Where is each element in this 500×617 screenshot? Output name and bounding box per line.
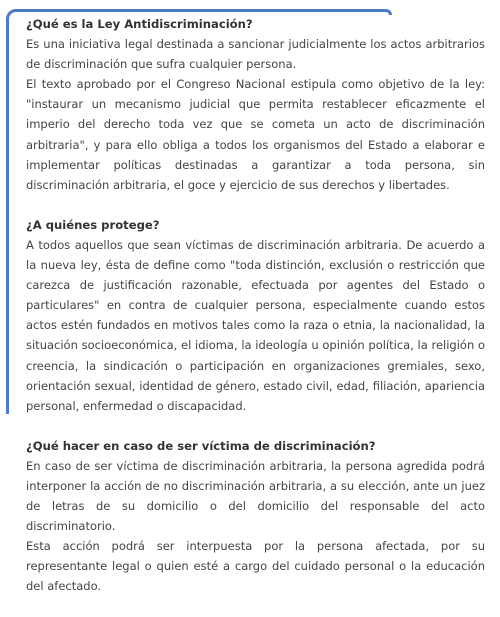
section-paragraph: El texto aprobado por el Congreso Nacional estipula como objetivo de la ley: "instaurar un mecanismo judicial que permita restablecer eficazmente el imperio del derecho toda vez que se cometa un acto de discriminación arbitraria", y para ello obliga a todos los organismos del Estado a elaborar e implementar políticas destinadas a garantizar a toda persona, sin discriminación arbitraria, el goce y ejercicio de sus derechos y libertades.	[26, 77, 485, 192]
section-heading: ¿Qué hacer en caso de ser víctima de discriminación?	[26, 438, 376, 453]
section-heading: ¿Qué es la Ley Antidiscriminación?	[26, 17, 253, 31]
article-body	[26, 14, 485, 617]
section-paragraph: Es una iniciativa legal destinada a sancionar judicialmente los actos arbitrarios de discriminación que sufra cualquier persona.	[26, 37, 485, 72]
frame-left-border	[6, 9, 16, 414]
section-paragraph: Esta acción podrá ser interpuesta por la persona afectada, por su representante legal o quien esté a cargo del cuidado personal o la educación del afectado.	[26, 539, 485, 594]
section-heading: ¿A quiénes protege?	[26, 217, 160, 232]
section-what-is-law	[26, 14, 485, 195]
section-what-to-do	[26, 436, 485, 597]
section-paragraph: En caso de ser víctima de discriminación arbitraria, la persona agredida podrá interponer la acción de no discriminación arbitraria, a su elección, ante un juez de letras de su domicilio o del domicilio del responsable del acto discriminatorio.	[26, 458, 485, 534]
section-paragraph: A todos aquellos que sean víctimas de discriminación arbitraria. De acuerdo a la nueva ley, ésta de define como "toda distinción, exclusión o restricción que carezca de justificación razonable, efectuada por agentes del Estado o particulares" en contra de cualquier persona, especialmente cuando estos actos estén fundados en motivos tales como la raza o etnia, la nacionalidad, la situación socioeconómica, el idioma, la ideología u opinión política, la religión o creencia, la sindicación o participación en organizaciones gremiales, sexo, orientación sexual, identidad de género, estado civil, edad, filiación, apariencia personal, enfermedad o discapacidad.	[26, 237, 485, 413]
section-who-protected	[26, 215, 485, 416]
